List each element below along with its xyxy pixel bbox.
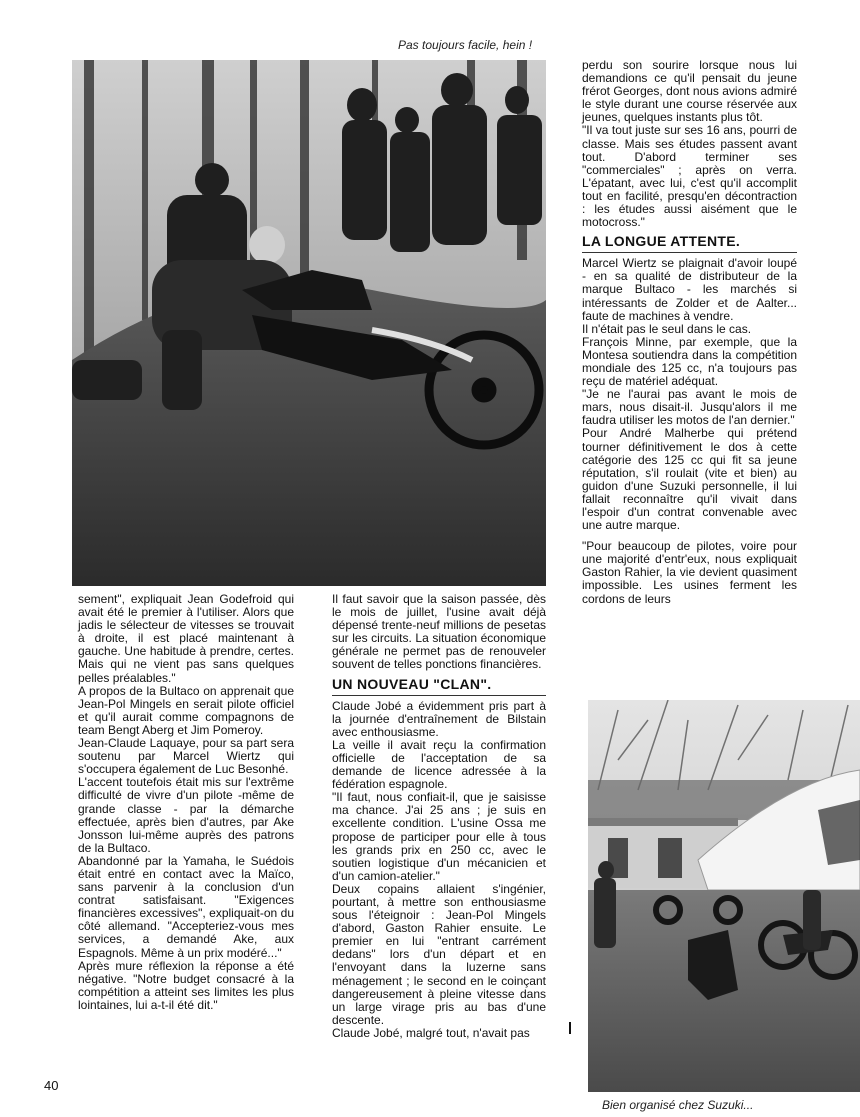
column-3 — [582, 59, 797, 606]
photo-motocross-mud-illustration — [72, 60, 546, 586]
paragraph: Il faut savoir que la saison passée, dès le mois de juillet, l'usine avait déjà dépensé trente-neuf millions de pesetas sur les circuits. La situation économique générale ne permet pas de renouveler souvent de telles ponctions financières. — [332, 592, 546, 672]
photo-motocross-mud — [72, 60, 546, 586]
column-1 — [78, 593, 294, 1012]
paragraph: Pour André Malherbe qui prétend tourner définitivement le dos à cette catégorie des 125 cc qui fit sa jeune réputation, s'il roulait (vite et bien) au guidon d'une Suzuki personnelle, il lui fallait reconnaître qu'il vivait dans l'espoir d'un contrat convenable avec une autre marque. — [582, 426, 797, 533]
paragraph: La veille il avait reçu la confirmation officielle de l'acceptation de sa demande de licence adressée à la fédération espagnole. — [332, 737, 546, 792]
page-number: 40 — [44, 1078, 59, 1093]
paragraph: Claude Jobé a évidemment pris part à la journée d'entraînement de Bilstain avec enthousiasme. — [332, 698, 546, 739]
photo-suzuki-paddock — [588, 700, 860, 1092]
paragraph: Abandonné par la Yamaha, le Suédois était entré en contact avec la Maïco, sans parvenir à la conclusion d'un contrat satisfaisant. "Exigences financières excessives", expliquait-on du côté allemand. "Accepteriez-vous mes services, a demandé Ake, aux Espagnols. Même à un prix modéré..." — [78, 853, 294, 960]
paragraph: "Il va tout juste sur ses 16 ans, pourri de classe. Mais ses études passent avant tout. D'abord terminer ses "commerciales" ; après on verra. L'épatant, avec lui, c'est qu'il accomplit tout en facilité, presqu'en décontraction : les études aussi aisément que le motocross." — [582, 123, 797, 230]
paragraph: L'accent toutefois était mis sur l'extrême difficulté de vivre d'un pilote -même de grande classe - par la démarche effectuée, après bien d'autres, par Ake Jonsson lui-même auprès des patrons de la Bultaco. — [78, 775, 294, 855]
paragraph: Claude Jobé, malgré tout, n'avait pas — [332, 1025, 530, 1040]
column-divider-mark — [569, 1022, 571, 1034]
paragraph: perdu son sourire lorsque nous lui demandions ce qu'il pensait du jeune frérot Georges, dont nous avions admiré le style durant une course réservée aux jeunes, quelques instants plus tôt. — [582, 58, 797, 125]
photo-suzuki-paddock-illustration — [588, 700, 860, 1092]
paragraph: Il n'était pas le seul dans le cas. — [582, 321, 752, 336]
paragraph: Marcel Wiertz se plaignait d'avoir loupé - en sa qualité de distributeur de la marque Bultaco - les marchés si intéressants de Zolder et de Aalter... faute de machines à vendre. — [582, 256, 797, 323]
paragraph: A propos de la Bultaco on apprenait que Jean-Pol Mingels en serait pilote officiel et qu'il aurait comme compagnons de team Bengt Aberg et Jim Pomeroy. — [78, 683, 294, 737]
column-2 — [332, 593, 546, 1040]
section-heading-nouveau-clan: UN NOUVEAU "CLAN". — [332, 676, 546, 696]
paragraph: Jean-Claude Laquaye, pour sa part sera soutenu par Marcel Wiertz qui s'occupera également de Luc Besonhé. — [78, 736, 294, 777]
photo-caption-bottom: Bien organisé chez Suzuki... — [602, 1098, 754, 1112]
paragraph: sement", expliquait Jean Godefroid qui avait été le premier à l'utiliser. Alors que jadis le sélecteur de vitesses se trouvait à droite, il est placé maintenant à gauche. Une habitude à prendre, certes. Mais qui ne vient pas sans quelques pelles préalables." — [78, 592, 294, 685]
paragraph: "Pour beaucoup de pilotes, voire pour une majorité d'entr'eux, nous expliquait Gaston Rahier, la vie devient quasiment impossible. Les usines ferment les cordons de leurs — [582, 539, 797, 606]
paragraph: Après mure réflexion la réponse a été négative. "Notre budget consacré à la compétition a atteint ses limites les plus lointaines, lui a-t-il été dit." — [78, 958, 294, 1012]
paragraph: "Je ne l'aurai pas avant le mois de mars, nous disait-il. Jusqu'alors il me faudra utiliser les motos de l'an dernier." — [582, 387, 797, 428]
paragraph: "Il faut, nous confiait-il, que je saisisse ma chance. J'ai 25 ans ; je suis en excellente condition. L'usine Ossa me propose de participer pour elle à tous les grands prix en 250 cc, avec le soutien logistique d'un mécanicien et d'un camion-atelier." — [332, 790, 546, 883]
section-heading-longue-attente: LA LONGUE ATTENTE. — [582, 233, 797, 253]
photo-caption-top: Pas toujours facile, hein ! — [398, 38, 533, 52]
paragraph: François Minne, par exemple, que la Montesa soutiendra dans la compétition mondiale des 125 cc, n'a toujours pas reçu de matériel adéquat. — [582, 334, 797, 389]
paragraph: Deux copains allaient s'ingénier, pourtant, à mettre son enthousiasme sous l'éteignoir : Jean-Pol Mingels d'abord, Gaston Rahier ensuite. Le premier en lui "entrant carrément dedans" lors d'un départ et en l'envoyant dans la luzerne sans ménagement ; le second en le coinçant dangereusement à pleine vitesse dans un large virage pris au bas d'une descente. — [332, 881, 546, 1027]
